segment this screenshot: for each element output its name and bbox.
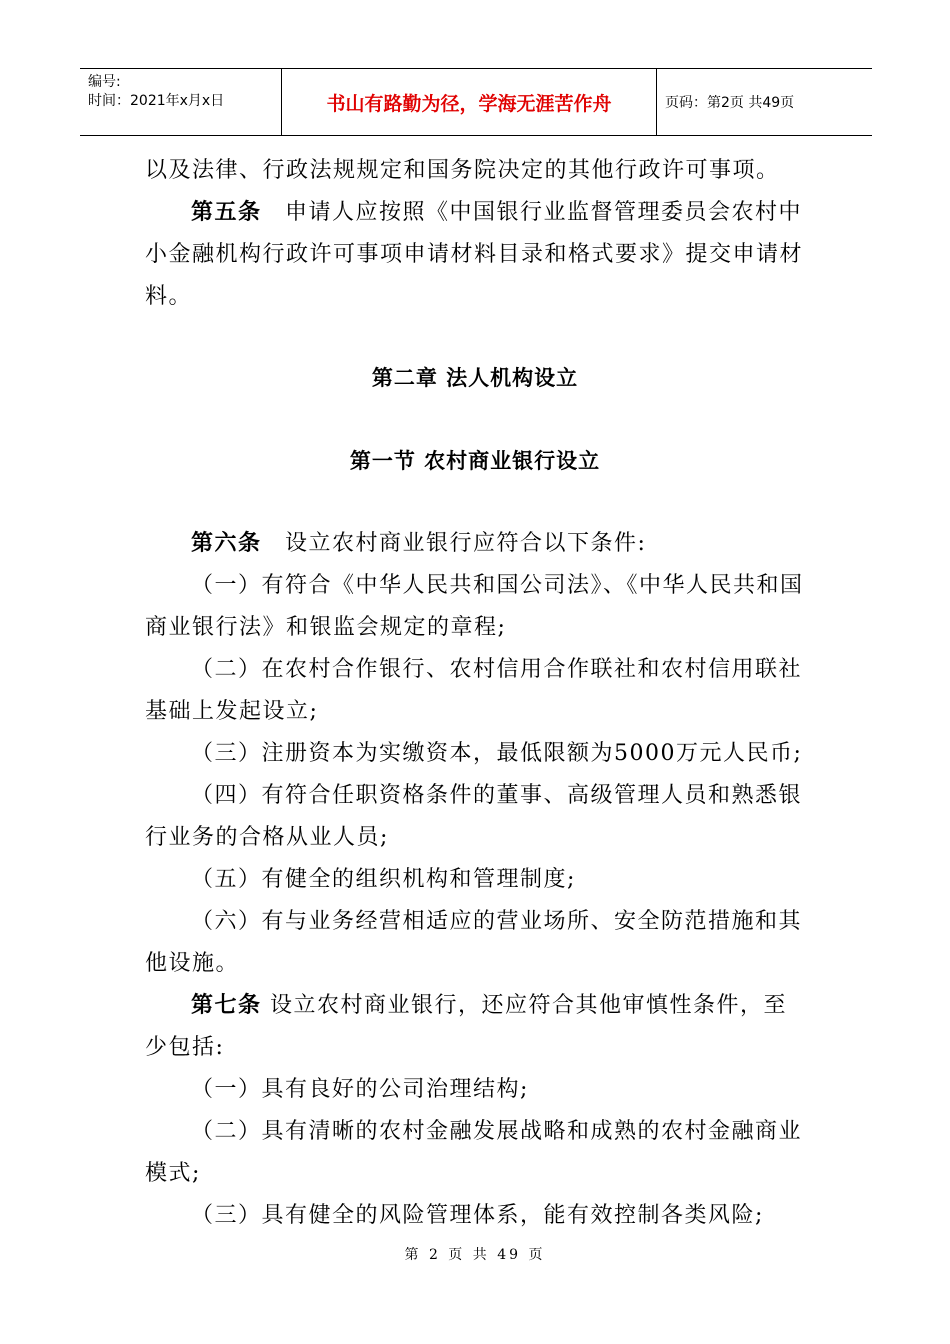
article-text: 设立农村商业银行应符合以下条件: bbox=[261, 531, 647, 556]
paragraph: 以及法律、行政法规规定和国务院决定的其他行政许可事项。 bbox=[145, 158, 780, 183]
header-page-info: 页码：第2页 共49页 bbox=[665, 95, 795, 111]
list-item: （一）有符合《中华人民共和国公司法》、《中华人民共和国商业银行法》和银监会规定的章程; bbox=[145, 573, 804, 640]
article-title: 第六条 bbox=[191, 531, 262, 556]
list-item: （二）具有清晰的农村金融发展战略和成熟的农村金融商业模式; bbox=[145, 1119, 803, 1186]
page-footer: 第 2 页 共 49 页 bbox=[404, 1247, 546, 1263]
article-6 bbox=[145, 523, 805, 565]
article-text: 申请人应按照《中国银行业监督管理委员会农村中小金融机构行政许可事项申请材料目录和格式要求》提交申请材料。 bbox=[145, 200, 804, 309]
article-5 bbox=[145, 192, 805, 318]
list-item: （六）有与业务经营相适应的营业场所、安全防范措施和其他设施。 bbox=[145, 909, 803, 976]
list-item: （一）具有良好的公司治理结构; bbox=[191, 1077, 529, 1102]
page-header bbox=[80, 68, 872, 136]
document-number-label: 编号: bbox=[88, 74, 121, 90]
list-item: （三）具有健全的风险管理体系，能有效控制各类风险; bbox=[191, 1203, 764, 1228]
header-motto: 书山有路勤为径，学海无涯苦作舟 bbox=[281, 69, 657, 135]
list-item: （三）注册资本为实缴资本，最低限额为5000万元人民币; bbox=[191, 741, 803, 766]
article-title: 第五条 bbox=[191, 200, 262, 225]
list-item: （四）有符合任职资格条件的董事、高级管理人员和熟悉银行业务的合格从业人员; bbox=[145, 783, 803, 850]
list-item: （五）有健全的组织机构和管理制度; bbox=[191, 867, 576, 892]
article-text: 设立农村商业银行，还应符合其他审慎性条件，至少包括: bbox=[145, 993, 788, 1060]
article-7 bbox=[145, 985, 805, 1069]
document-body bbox=[145, 150, 805, 1237]
header-meta bbox=[80, 69, 281, 135]
list-item: （二）在农村合作银行、农村信用合作联社和农村信用联社基础上发起设立; bbox=[145, 657, 803, 724]
section-heading: 第一节 农村商业银行设立 bbox=[349, 449, 601, 473]
article-title: 第七条 bbox=[191, 993, 262, 1018]
document-date: 时间：2021年x月x日 bbox=[88, 93, 225, 109]
chapter-heading: 第二章 法人机构设立 bbox=[371, 366, 579, 390]
